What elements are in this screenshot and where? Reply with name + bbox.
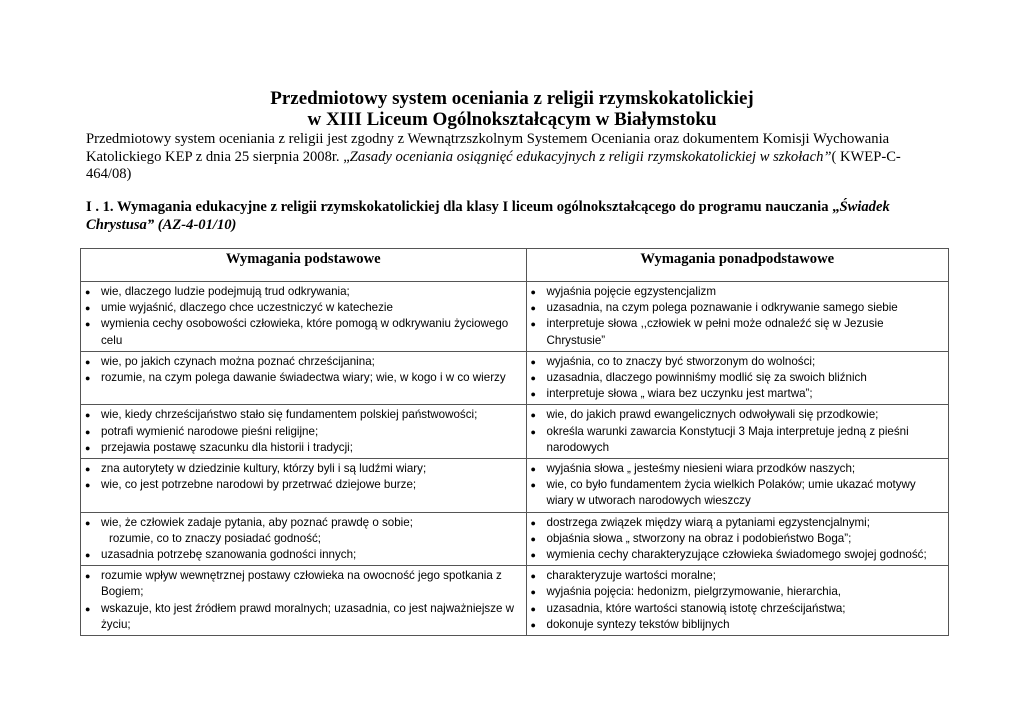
list-item — [81, 461, 526, 477]
requirement-text: objaśnia słowa „ stworzony na obraz i podobieństwo Boga”; — [546, 531, 852, 545]
list-item — [527, 531, 949, 547]
requirement-text: dokonuje syntezy tekstów biblijnych — [546, 617, 730, 631]
intro-italic-title: Zasady oceniania osiągnięć edukacyjnych z religii rzymskokatolickiej w szkołach” — [349, 148, 832, 165]
requirement-text: potrafi wymienić narodowe pieśni religijne; — [101, 424, 319, 438]
bullet-dot-icon: ● — [530, 550, 536, 561]
bullet-dot-icon: ● — [85, 356, 91, 367]
intro-paragraph — [86, 131, 936, 184]
list-item — [81, 515, 526, 531]
bullet-dot-icon: ● — [530, 287, 536, 297]
bullet-dot-icon: ● — [85, 373, 91, 384]
requirement-text: charakteryzuje wartości moralne; — [546, 569, 716, 583]
bullet-dot-icon: ● — [530, 571, 536, 582]
basic-requirements-cell — [81, 351, 527, 405]
header-basic-requirements: Wymagania podstawowe — [81, 249, 527, 282]
requirement-text: umie wyjaśnić, dlaczego chce uczestniczyć w katechezie — [101, 301, 393, 315]
basic-requirements-cell — [81, 459, 527, 513]
requirements-list — [527, 405, 949, 458]
requirement-text: uzasadnia, które wartości stanowią istotę chrześcijaństwa; — [546, 601, 846, 615]
list-item — [81, 316, 526, 348]
bullet-dot-icon: ● — [85, 517, 91, 528]
list-item — [527, 424, 949, 456]
requirement-text: dostrzega związek między wiarą a pytaniami egzystencjalnymi; — [546, 515, 870, 529]
basic-requirements-cell — [81, 405, 527, 459]
requirement-text: rozumie, na czym polega dawanie świadectwa wiary; wie, w kogo i w co wierzy — [101, 371, 506, 385]
requirement-text: wymienia cechy charakteryzujące człowieka świadomego swojej godność; — [546, 548, 927, 562]
requirement-text: wyjaśnia pojęcia: hedonizm, pielgrzymowanie, hierarchia, — [546, 585, 841, 599]
advanced-requirements-cell — [526, 282, 949, 352]
bullet-dot-icon: ● — [530, 533, 536, 544]
table-row — [81, 512, 949, 566]
list-item — [81, 440, 526, 456]
bullet-dot-icon: ● — [530, 410, 536, 421]
requirement-text: wie, dlaczego ludzie podejmują trud odkrywania; — [101, 285, 350, 298]
requirements-list — [81, 513, 526, 566]
bullet-dot-icon: ● — [85, 603, 91, 614]
advanced-requirements-cell — [526, 405, 949, 459]
requirements-list — [527, 459, 949, 512]
requirements-table — [80, 248, 949, 636]
list-item — [527, 547, 949, 563]
list-item — [81, 547, 526, 563]
advanced-requirements-cell — [526, 459, 949, 513]
list-item — [527, 584, 949, 600]
basic-requirements-cell — [81, 512, 527, 566]
list-item — [527, 370, 949, 386]
advanced-requirements-cell — [526, 566, 949, 636]
list-item — [527, 477, 949, 509]
requirement-text: interpretuje słowa ,,człowiek w pełni może odnaleźć się w Jezusie Chrystusie” — [546, 317, 884, 347]
bullet-dot-icon: ● — [530, 356, 536, 367]
requirement-text: zna autorytety w dziedzinie kultury, którzy byli i są ludźmi wiary; — [101, 462, 427, 476]
requirement-text: interpretuje słowa „ wiara bez uczynku jest martwa”; — [546, 387, 813, 401]
bullet-dot-icon: ● — [530, 319, 536, 330]
requirement-text: wie, że człowiek zadaje pytania, aby poznać prawdę o sobie; — [101, 515, 413, 529]
requirement-text: uzasadnia, dlaczego powinniśmy modlić się za swoich bliźnich — [546, 371, 867, 385]
section-heading-program: Świadek Chrystusa” (AZ-4-01/10) — [86, 199, 890, 233]
table-row — [81, 566, 949, 636]
list-item — [81, 370, 526, 386]
document-title: Przedmiotowy system oceniania z religii rzymskokatolickiej — [270, 88, 754, 109]
list-item — [527, 386, 949, 402]
list-item — [81, 601, 526, 633]
requirements-list — [527, 566, 949, 635]
header-advanced-requirements: Wymagania ponadpodstawowe — [526, 249, 949, 282]
table-header-row — [81, 249, 949, 282]
basic-requirements-cell — [81, 566, 527, 636]
bullet-dot-icon: ● — [85, 571, 91, 582]
requirement-text: uzasadnia, na czym polega poznawanie i odkrywanie samego siebie — [546, 301, 898, 315]
list-item — [527, 316, 949, 348]
list-item — [81, 477, 526, 493]
bullet-dot-icon: ● — [530, 389, 536, 400]
list-item — [527, 354, 949, 370]
list-item — [527, 515, 949, 531]
requirements-list — [81, 459, 526, 495]
requirements-list — [81, 282, 526, 351]
list-item — [81, 531, 526, 547]
intro-reference: ( KWEP-C-464/08) — [86, 148, 901, 182]
intro-text: Przedmiotowy system oceniania z religii jest zgodny z Wewnątrzszkolnym Systemem Oceniania oraz dokumentem Komisji Wychowania Katolickiego KEP z dnia 25 sierpnia 2008r. „ — [86, 131, 890, 165]
bullet-dot-icon: ● — [530, 373, 536, 384]
requirements-list — [81, 405, 526, 458]
list-item — [527, 300, 949, 316]
requirement-text: wie, co jest potrzebne narodowi by przetrwać dziejowe burze; — [101, 478, 417, 492]
requirements-list — [527, 352, 949, 405]
requirement-text: rozumie, co to znaczy posiadać godność; — [109, 531, 322, 545]
list-item — [81, 424, 526, 440]
bullet-dot-icon: ● — [530, 480, 536, 491]
requirement-text: wymienia cechy osobowości człowieka, które pomogą w odkrywaniu życiowego celu — [101, 317, 509, 347]
bullet-dot-icon: ● — [530, 517, 536, 528]
requirement-text: określa warunki zawarcia Konstytucji 3 Maja interpretuje jedną z pieśni narodowych — [546, 424, 909, 454]
requirements-body — [81, 282, 949, 636]
basic-requirements-cell — [81, 282, 527, 352]
document-subtitle: w XIII Liceum Ogólnokształcącym w Białymstoku — [307, 109, 717, 130]
bullet-dot-icon: ● — [530, 464, 536, 475]
requirement-text: wyjaśnia, co to znaczy być stworzonym do wolności; — [546, 354, 816, 368]
list-item — [527, 461, 949, 477]
requirements-list — [81, 352, 526, 388]
bullet-dot-icon: ● — [85, 287, 91, 297]
requirement-text: wyjaśnia słowa „ jesteśmy niesieni wiara przodków naszych; — [546, 462, 856, 476]
list-item — [81, 568, 526, 600]
list-item — [81, 300, 526, 316]
bullet-dot-icon: ● — [85, 464, 91, 475]
advanced-requirements-cell — [526, 512, 949, 566]
requirement-text: wyjaśnia pojęcie egzystencjalizm — [546, 285, 716, 298]
bullet-dot-icon: ● — [530, 426, 536, 437]
bullet-dot-icon: ● — [530, 587, 536, 598]
requirement-text: uzasadnia potrzebę szanowania godności innych; — [101, 548, 357, 562]
requirements-list — [527, 282, 949, 351]
section-heading — [86, 198, 936, 234]
bullet-dot-icon: ● — [85, 410, 91, 421]
list-item — [527, 284, 949, 300]
bullet-dot-icon: ● — [85, 480, 91, 491]
list-item — [527, 601, 949, 617]
bullet-dot-icon: ● — [530, 619, 536, 630]
bullet-dot-icon: ● — [85, 550, 91, 561]
requirement-text: wskazuje, kto jest źródłem prawd moralnych; uzasadnia, co jest najważniejsze w życiu; — [101, 601, 515, 631]
section-heading-text: I . 1. Wymagania edukacyjne z religii rzymskokatolickiej dla klasy I liceum ogólnokształcącego do programu nauczania „ — [86, 199, 840, 215]
table-row — [81, 459, 949, 513]
requirement-text: rozumie wpływ wewnętrznej postawy człowieka na owocność jego spotkania z Bogiem; — [101, 569, 502, 599]
requirement-text: wie, kiedy chrześcijaństwo stało się fundamentem polskiej państwowości; — [101, 408, 478, 422]
requirement-text: wie, po jakich czynach można poznać chrześcijanina; — [101, 354, 375, 368]
bullet-dot-icon: ● — [530, 603, 536, 614]
requirements-list — [81, 566, 526, 635]
requirement-text: wie, co było fundamentem życia wielkich Polaków; umie ukazać motywy wiary w utworach narodowych wieszczy — [546, 478, 916, 508]
list-item — [81, 407, 526, 423]
list-item — [527, 617, 949, 633]
requirement-text: wie, do jakich prawd ewangelicznych odwoływali się przodkowie; — [546, 408, 879, 422]
table-row — [81, 282, 949, 352]
advanced-requirements-cell — [526, 351, 949, 405]
table-row — [81, 405, 949, 459]
list-item — [527, 568, 949, 584]
list-item — [81, 284, 526, 300]
list-item — [527, 407, 949, 423]
bullet-dot-icon: ● — [85, 303, 91, 314]
bullet-dot-icon: ● — [530, 303, 536, 314]
requirements-list — [527, 513, 949, 566]
list-item — [81, 354, 526, 370]
requirement-text: przejawia postawę szacunku dla historii i tradycji; — [101, 440, 353, 454]
table-row — [81, 351, 949, 405]
bullet-dot-icon: ● — [85, 426, 91, 437]
bullet-dot-icon: ● — [85, 442, 91, 453]
bullet-dot-icon: ● — [85, 319, 91, 330]
